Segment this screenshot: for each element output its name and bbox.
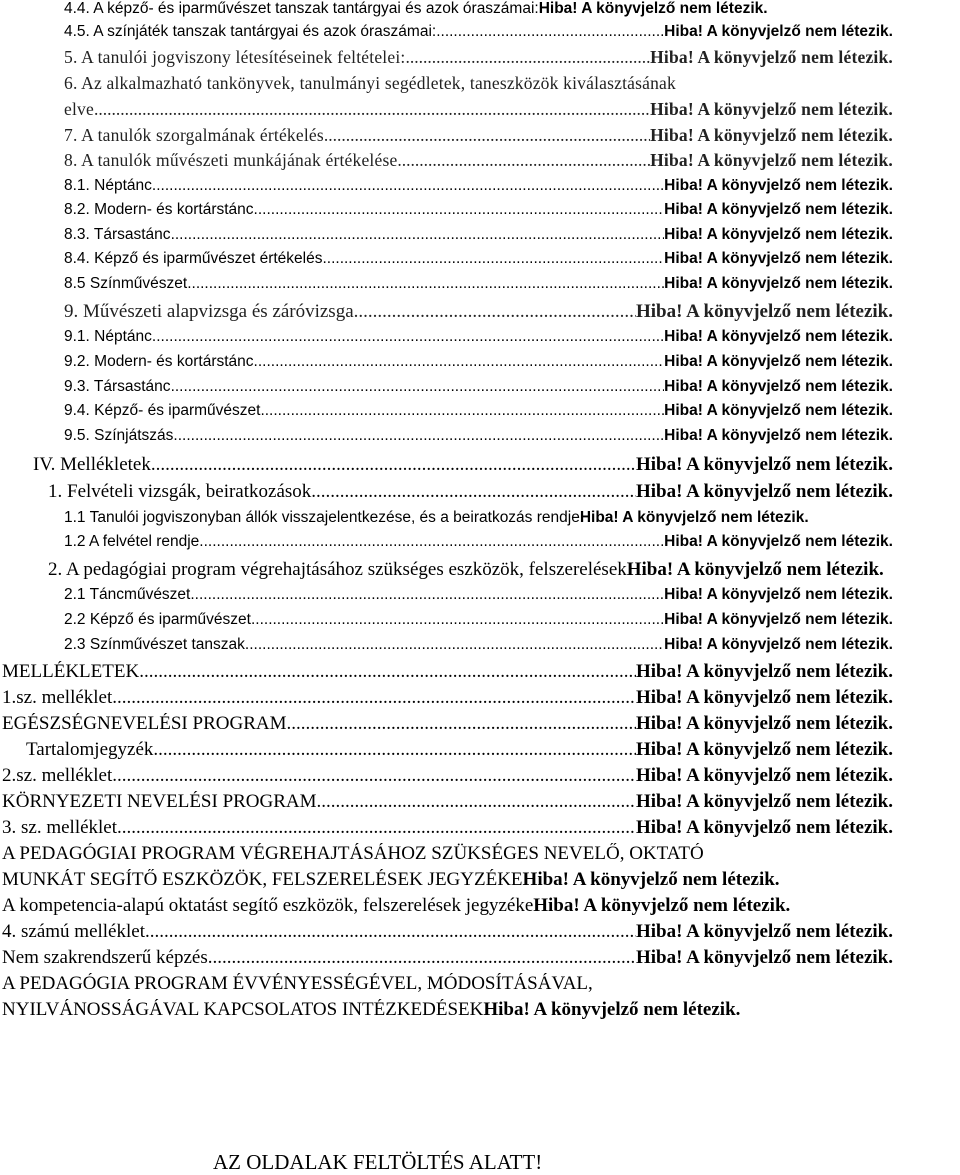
toc-dot-leader [208, 947, 636, 969]
toc-dot-leader [152, 328, 664, 346]
toc-entry-page: Hiba! A könyvjelző nem létezik. [635, 739, 893, 760]
toc-entry[interactable] [0, 947, 960, 971]
toc-dot-leader [245, 636, 664, 654]
toc-entry-page: Hiba! A könyvjelző nem létezik. [635, 791, 893, 812]
toc-entry-title: 9.2. Modern- és kortárstánc [64, 353, 254, 370]
toc-entry[interactable] [0, 791, 960, 815]
toc-entry-page: Hiba! A könyvjelző nem létezik. [635, 817, 893, 838]
toc-entry-page: Hiba! A könyvjelző nem létezik. [664, 23, 893, 40]
toc-entry-title: elve [64, 99, 94, 119]
toc-entry[interactable] [0, 843, 960, 867]
toc-entry[interactable] [0, 481, 960, 505]
toc-dot-leader [171, 378, 665, 396]
toc-entry-title: A kompetencia-alapú oktatást segítő eszközök, felszerelések jegyzéke [2, 895, 534, 916]
toc-entry-page: Hiba! A könyvjelző nem létezik. [664, 636, 893, 653]
toc-dot-leader [311, 481, 636, 503]
toc-entry-title: EGÉSZSÉGNEVELÉSI PROGRAM [2, 713, 287, 734]
toc-dot-leader [286, 713, 636, 735]
toc-entry-page: Hiba! A könyvjelző nem létezik. [635, 301, 893, 322]
toc-entry-page: Hiba! A könyvjelző nem létezik. [635, 947, 893, 968]
toc-entry-title: 2.sz. melléklet [2, 765, 113, 786]
toc-dot-leader [139, 661, 636, 683]
toc-dot-leader [199, 533, 664, 551]
toc-entry-page: Hiba! A könyvjelző nem létezik. [650, 47, 893, 67]
toc-entry-title: 8.3. Társastánc [64, 226, 171, 243]
toc-entry-title: 6. Az alkalmazható tankönyvek, tanulmányi segédletek, taneszközök kiválasztásának [64, 73, 676, 93]
toc-entry-page: Hiba! A könyvjelző nem létezik. [664, 378, 893, 395]
toc-entry-page: Hiba! A könyvjelző nem létezik. [538, 0, 768, 17]
toc-entry-title: 5. A tanulói jogviszony létesítéseinek feltételei: [64, 47, 406, 67]
toc-entry[interactable] [0, 301, 960, 325]
toc-dot-leader [251, 611, 664, 629]
toc-dot-leader [145, 921, 636, 943]
toc-entry-page: Hiba! A könyvjelző nem létezik. [650, 125, 893, 145]
toc-entry[interactable] [0, 687, 960, 711]
toc-entry-title: 1.1 Tanulói jogviszonyban állók visszajelentkezése, és a beiratkozás rendje [64, 509, 580, 526]
toc-entry-title: 2. A pedagógiai program végrehajtásához szükséges eszközök, felszerelések [48, 559, 627, 580]
toc-entry-title: 2.2 Képző és iparművészet [64, 611, 251, 628]
toc-entry-page: Hiba! A könyvjelző nem létezik. [664, 533, 893, 550]
toc-entry-title: 2.3 Színművészet tanszak [64, 636, 245, 653]
toc-entry[interactable] [0, 226, 960, 250]
toc-entry-title: MELLÉKLETEK [2, 661, 140, 682]
toc-entry-page: Hiba! A könyvjelző nem létezik. [635, 661, 893, 682]
toc-entry-title: Nem szakrendszerű képzés [2, 947, 208, 968]
toc-entry-title: A PEDAGÓGIAI PROGRAM VÉGREHAJTÁSÁHOZ SZÜKSÉGES NEVELŐ, OKTATÓ [2, 843, 704, 864]
toc-entry-title: 4. számú melléklet [2, 921, 145, 942]
toc-entry[interactable] [0, 765, 960, 789]
toc-entry[interactable] [0, 817, 960, 841]
toc-entry-page: Hiba! A könyvjelző nem létezik. [664, 402, 893, 419]
toc-entry[interactable] [0, 427, 960, 451]
toc-entry[interactable] [0, 713, 960, 737]
toc-entry-page: Hiba! A könyvjelző nem létezik. [664, 226, 893, 243]
toc-entry-title: KÖRNYEZETI NEVELÉSI PROGRAM [2, 791, 317, 812]
toc-entry-title: 8.5 Színművészet [64, 275, 188, 292]
toc-entry-page: Hiba! A könyvjelző nem létezik. [635, 765, 893, 786]
toc-dot-leader [171, 226, 665, 244]
toc-dot-leader [254, 201, 665, 219]
toc-entry[interactable] [0, 559, 960, 583]
toc-entry-title: 1. Felvételi vizsgák, beiratkozások [48, 481, 312, 502]
toc-entry[interactable] [0, 636, 960, 660]
toc-entry-page: Hiba! A könyvjelző nem létezik. [664, 201, 893, 218]
footer-notice: AZ OLDALAK FELTÖLTÉS ALATT! [213, 1150, 543, 1174]
toc-entry-title: 3. sz. melléklet [2, 817, 118, 838]
toc-entry[interactable] [0, 150, 960, 174]
toc-entry-page: Hiba! A könyvjelző nem létezik. [650, 99, 893, 119]
toc-entry[interactable] [0, 201, 960, 225]
toc-entry[interactable] [0, 378, 960, 402]
toc-entry-title: A PEDAGÓGIA PROGRAM ÉVVÉNYESSÉGÉVEL, MÓDOSÍTÁSÁVAL, [2, 973, 593, 994]
toc-dot-leader [317, 791, 636, 813]
toc-dot-leader [354, 301, 636, 323]
toc-dot-leader [397, 150, 650, 171]
toc-dot-leader [322, 250, 664, 268]
toc-entry[interactable] [0, 177, 960, 201]
toc-entry-title: 2.1 Táncművészet [64, 586, 191, 603]
toc-entry[interactable] [0, 895, 960, 919]
toc-entry[interactable] [0, 23, 960, 47]
toc-entry-title: MUNKÁT SEGÍTŐ ESZKÖZÖK, FELSZERELÉSEK JEGYZÉKE [2, 869, 523, 890]
toc-entry[interactable] [0, 73, 960, 97]
toc-entry-page: Hiba! A könyvjelző nem létezik. [664, 353, 893, 370]
toc-dot-leader [260, 402, 664, 420]
toc-entry-title: 9.1. Néptánc [64, 328, 152, 345]
toc-entry[interactable] [0, 402, 960, 426]
toc-dot-leader [117, 817, 636, 839]
toc-entry[interactable] [0, 353, 960, 377]
toc-entry[interactable] [0, 973, 960, 997]
toc-entry[interactable] [0, 921, 960, 945]
toc-entry-page: Hiba! A könyvjelző nem létezik. [664, 275, 893, 292]
toc-dot-leader [436, 23, 664, 41]
toc-entry-title: Tartalomjegyzék [26, 739, 154, 760]
toc-entry-page: Hiba! A könyvjelző nem létezik. [664, 177, 893, 194]
toc-entry-title: 8.4. Képző és iparművészet értékelés [64, 250, 323, 267]
toc-entry-title: 1.sz. melléklet [2, 687, 113, 708]
toc-entry-page: Hiba! A könyvjelző nem létezik. [626, 559, 884, 580]
toc-entry-title: 8. A tanulók művészeti munkájának értékelése [64, 150, 398, 170]
toc-entry-title: 9.3. Társastánc [64, 378, 171, 395]
toc-dot-leader [173, 427, 664, 445]
toc-entry[interactable] [0, 869, 960, 893]
toc-entry[interactable] [0, 586, 960, 610]
toc-entry-title: 8.1. Néptánc [64, 177, 152, 194]
toc-entry[interactable] [0, 0, 960, 24]
toc-entry[interactable] [0, 999, 960, 1023]
toc-entry[interactable] [0, 125, 960, 149]
toc-entry-page: Hiba! A könyvjelző nem létezik. [635, 921, 893, 942]
toc-dot-leader [112, 687, 636, 709]
toc-entry-page: Hiba! A könyvjelző nem létezik. [664, 586, 893, 603]
toc-entry-title: NYILVÁNOSSÁGÁVAL KAPCSOLATOS INTÉZKEDÉSEK [2, 999, 484, 1020]
toc-entry[interactable] [0, 275, 960, 299]
toc-dot-leader [254, 353, 665, 371]
toc-entry-page: Hiba! A könyvjelző nem létezik. [664, 250, 893, 267]
toc-entry[interactable] [0, 250, 960, 274]
toc-entry-title: 9. Művészeti alapvizsga és záróvizsga [64, 301, 354, 322]
toc-entry[interactable] [0, 328, 960, 352]
toc-dot-leader [151, 454, 636, 476]
toc-entry-page: Hiba! A könyvjelző nem létezik. [635, 454, 893, 475]
toc-entry-page: Hiba! A könyvjelző nem létezik. [664, 427, 893, 444]
toc-dot-leader [112, 765, 636, 787]
toc-entry-page: Hiba! A könyvjelző nem létezik. [635, 687, 893, 708]
toc-dot-leader [187, 275, 664, 293]
toc-entry-title: 4.5. A színjáték tanszak tantárgyai és azok óraszámai: [64, 23, 437, 40]
toc-dot-leader [152, 177, 664, 195]
toc-entry[interactable] [0, 454, 960, 478]
toc-entry-page: Hiba! A könyvjelző nem létezik. [650, 150, 893, 170]
toc-entry-title: 1.2 A felvétel rendje [64, 533, 200, 550]
toc-entry-page: Hiba! A könyvjelző nem létezik. [579, 509, 809, 526]
toc-dot-leader [153, 739, 636, 761]
toc-entry-page: Hiba! A könyvjelző nem létezik. [522, 869, 780, 890]
toc-entry-page: Hiba! A könyvjelző nem létezik. [635, 713, 893, 734]
toc-dot-leader [190, 586, 664, 604]
toc-entry[interactable] [0, 509, 960, 533]
toc-entry-title: 8.2. Modern- és kortárstánc [64, 201, 254, 218]
toc-entry-page: Hiba! A könyvjelző nem létezik. [635, 481, 893, 502]
toc-entry-title: 7. A tanulók szorgalmának értékelés [64, 125, 324, 145]
toc-entry[interactable] [0, 661, 960, 685]
toc-entry-page: Hiba! A könyvjelző nem létezik. [483, 999, 741, 1020]
toc-entry[interactable] [0, 533, 960, 557]
toc-entry-page: Hiba! A könyvjelző nem létezik. [533, 895, 791, 916]
toc-entry[interactable] [0, 739, 960, 763]
toc-entry-title: 4.4. A képző- és iparművészet tanszak tantárgyai és azok óraszámai: [64, 0, 539, 17]
toc-entry[interactable] [0, 47, 960, 71]
toc-entry[interactable] [0, 99, 960, 123]
toc-dot-leader [324, 125, 650, 146]
toc-entry[interactable] [0, 611, 960, 635]
toc-entry-page: Hiba! A könyvjelző nem létezik. [664, 611, 893, 628]
toc-dot-leader [94, 99, 650, 120]
toc-entry-title: IV. Mellékletek [33, 454, 151, 475]
toc-dot-leader [405, 47, 650, 68]
toc-entry-title: 9.4. Képző- és iparművészet [64, 402, 261, 419]
toc-entry-page: Hiba! A könyvjelző nem létezik. [664, 328, 893, 345]
toc-entry-title: 9.5. Színjátszás [64, 427, 174, 444]
